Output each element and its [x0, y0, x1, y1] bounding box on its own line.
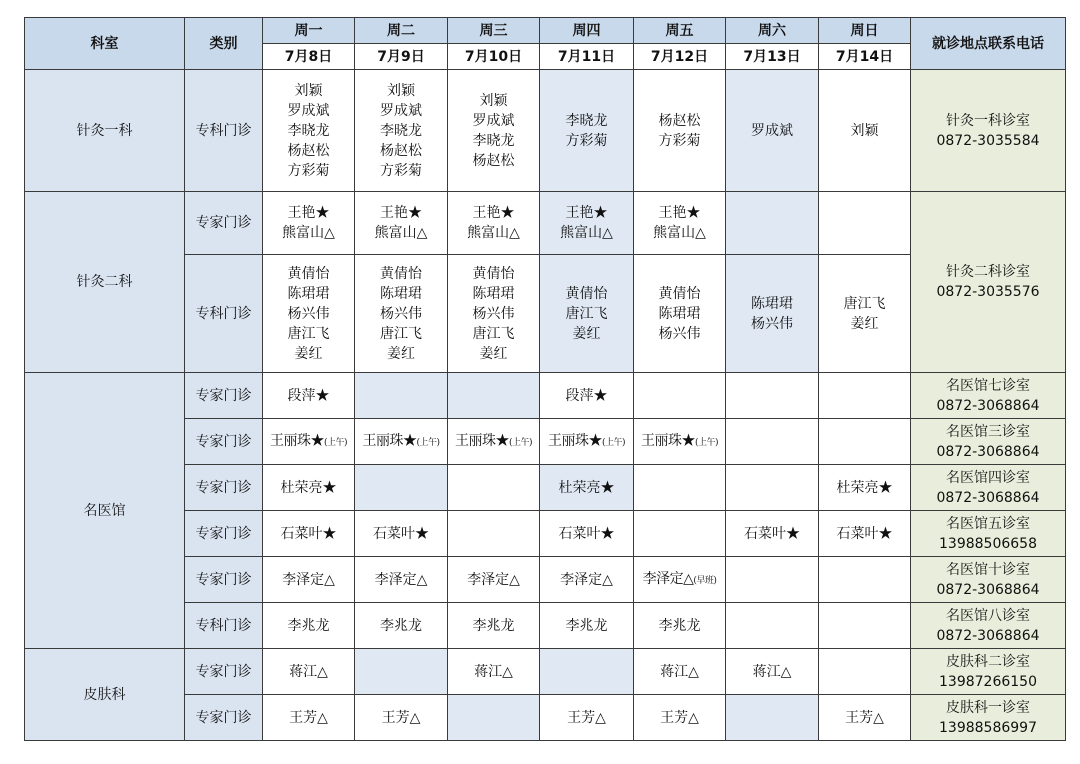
cell-line: 杨赵松 [472, 152, 515, 169]
doctor-cell [819, 255, 911, 373]
cell-line: 姜红 [294, 345, 323, 362]
cell-line: 刘颖 [294, 82, 323, 99]
header-date: 7月14日 [819, 44, 911, 70]
cell-line: 刘颖 [850, 122, 879, 139]
doctor-cell: 王芳△ [263, 695, 355, 741]
cell-line: 皮肤科二诊室 [946, 653, 1030, 670]
cell-line: 方彩菊 [565, 132, 608, 149]
cell-line: 罗成斌 [287, 102, 330, 119]
type-cell: 专家门诊 [185, 192, 263, 255]
cell-line: 李晓龙 [565, 112, 608, 129]
doctor-cell-empty [819, 192, 911, 255]
cell-line: 杨兴伟 [751, 315, 793, 332]
cell-line: 名医馆四诊室 [946, 469, 1030, 486]
header-contact: 就诊地点联系电话 [911, 18, 1066, 70]
doctor-cell [634, 192, 726, 255]
doctor-cell [540, 419, 634, 465]
cell-line: 唐江飞 [472, 325, 515, 342]
contact-cell [911, 465, 1066, 511]
cell-line: 杨赵松 [380, 142, 422, 159]
contact-cell [911, 557, 1066, 603]
dept-cell: 针灸一科 [25, 70, 185, 192]
doctor-cell-empty [355, 373, 448, 419]
cell-line: 罗成斌 [472, 112, 515, 129]
doctor-cell [263, 419, 355, 465]
cell-line: 名医馆十诊室 [946, 561, 1030, 578]
header-day: 周六 [726, 18, 819, 44]
cell-line: 名医馆五诊室 [946, 515, 1030, 532]
cell-line: 唐江飞 [287, 325, 330, 342]
cell-line: 刘颖 [479, 92, 508, 109]
time-note: (上午) [416, 437, 440, 448]
type-cell: 专科门诊 [185, 70, 263, 192]
contact-cell [911, 511, 1066, 557]
doctor-cell [726, 70, 819, 192]
cell-line: 杨兴伟 [380, 305, 422, 322]
type-cell: 专家门诊 [185, 511, 263, 557]
cell-line: 杨赵松 [658, 112, 701, 129]
doctor-cell: 李兆龙 [540, 603, 634, 649]
type-cell: 专家门诊 [185, 419, 263, 465]
cell-line: 黄倩怡 [472, 265, 515, 282]
doctor-cell [263, 192, 355, 255]
header-day: 周日 [819, 18, 911, 44]
cell-line: 名医馆三诊室 [946, 423, 1030, 440]
doctor-cell-empty [819, 603, 911, 649]
doctor-cell: 王芳△ [355, 695, 448, 741]
cell-line: 陈珺珺 [380, 285, 422, 302]
doctor-cell [448, 419, 540, 465]
contact-cell [911, 70, 1066, 192]
cell-line: 方彩菊 [380, 162, 422, 179]
cell-line: 李晓龙 [287, 122, 330, 139]
doctor-cell-empty [819, 419, 911, 465]
schedule-container [24, 17, 1066, 741]
type-cell: 专家门诊 [185, 649, 263, 695]
doctor-cell: 段萍★ [540, 373, 634, 419]
header-type: 类别 [185, 18, 263, 70]
cell-line: 0872-3068864 [936, 443, 1040, 460]
doctor-cell [448, 255, 540, 373]
doctor-cell: 李兆龙 [355, 603, 448, 649]
time-note: (上午) [694, 437, 719, 448]
cell-line: 针灸一科诊室 [946, 112, 1030, 129]
header-day: 周五 [634, 18, 726, 44]
doctor-cell: 李兆龙 [634, 603, 726, 649]
cell-line: 陈珺珺 [751, 295, 793, 312]
doctor-cell [355, 255, 448, 373]
doctor-cell [448, 70, 540, 192]
header-day: 周二 [355, 18, 448, 44]
header-date: 7月8日 [263, 44, 355, 70]
doctor-cell-empty [540, 649, 634, 695]
doctor-cell: 石菜叶★ [819, 511, 911, 557]
cell-line: 方彩菊 [658, 132, 701, 149]
doctor-cell: 李兆龙 [263, 603, 355, 649]
doctor-cell-empty [634, 465, 726, 511]
cell-line: 熊富山△ [282, 225, 335, 241]
cell-line: 黄倩怡 [380, 265, 422, 282]
doctor-cell-empty [726, 603, 819, 649]
contact-cell [911, 373, 1066, 419]
time-note: (上午) [601, 437, 626, 448]
doctor-cell-empty [448, 465, 540, 511]
cell-line: 0872-3035584 [936, 132, 1040, 149]
doctor-cell-empty [726, 695, 819, 741]
cell-line: 王艳★ [658, 205, 701, 221]
doctor-name: 王丽珠★ [547, 432, 602, 449]
doctor-name: 王丽珠★ [454, 432, 509, 449]
cell-line: 刘颖 [387, 82, 415, 99]
doctor-cell [263, 255, 355, 373]
doctor-cell [726, 255, 819, 373]
doctor-cell-empty [355, 465, 448, 511]
cell-line: 13988506658 [939, 535, 1037, 552]
time-note: (上午) [508, 437, 533, 448]
doctor-cell: 石菜叶★ [355, 511, 448, 557]
doctor-cell [540, 255, 634, 373]
dept-cell: 皮肤科 [25, 649, 185, 741]
type-cell: 专科门诊 [185, 255, 263, 373]
doctor-cell: 李泽定△ [355, 557, 448, 603]
cell-line: 0872-3068864 [936, 489, 1040, 506]
header-day: 周四 [540, 18, 634, 44]
cell-line: 王艳★ [287, 205, 330, 221]
cell-line: 陈珺珺 [472, 285, 515, 302]
cell-line: 罗成斌 [751, 122, 793, 139]
cell-line: 姜红 [479, 345, 508, 362]
doctor-cell-empty [726, 465, 819, 511]
doctor-cell: 李兆龙 [448, 603, 540, 649]
type-cell: 专家门诊 [185, 373, 263, 419]
doctor-name: 王丽珠★ [362, 432, 417, 449]
cell-line: 唐江飞 [380, 325, 422, 342]
cell-line: 姜红 [572, 325, 601, 342]
cell-line: 13987266150 [939, 673, 1037, 690]
doctor-cell [634, 70, 726, 192]
doctor-cell: 王芳△ [634, 695, 726, 741]
cell-line: 熊富山△ [467, 225, 520, 241]
doctor-cell: 李泽定△ [263, 557, 355, 603]
doctor-cell [634, 419, 726, 465]
doctor-cell: 王芳△ [819, 695, 911, 741]
doctor-cell-empty [634, 511, 726, 557]
doctor-name: 王丽珠★ [269, 432, 324, 449]
cell-line: 王艳★ [472, 205, 515, 221]
cell-line: 13988586997 [939, 719, 1037, 736]
contact-cell [911, 649, 1066, 695]
cell-line: 唐江飞 [843, 295, 886, 312]
doctor-cell-empty [726, 557, 819, 603]
doctor-cell-empty [819, 649, 911, 695]
doctor-cell: 蒋江△ [448, 649, 540, 695]
doctor-cell-empty [355, 649, 448, 695]
cell-line: 姜红 [387, 345, 415, 362]
cell-line: 熊富山△ [653, 225, 706, 241]
doctor-cell: 杜荣亮★ [540, 465, 634, 511]
time-note: (上午) [323, 437, 348, 448]
doctor-cell [634, 255, 726, 373]
cell-line: 杨兴伟 [287, 305, 330, 322]
cell-line: 0872-3068864 [936, 581, 1040, 598]
cell-line: 杨兴伟 [472, 305, 515, 322]
cell-line: 杨兴伟 [658, 325, 701, 342]
cell-line: 熊富山△ [560, 225, 613, 241]
doctor-cell: 石菜叶★ [263, 511, 355, 557]
doctor-cell-empty [448, 511, 540, 557]
cell-line: 杨赵松 [287, 142, 330, 159]
type-cell: 专家门诊 [185, 557, 263, 603]
cell-line: 0872-3068864 [936, 397, 1040, 414]
doctor-name: 李泽定△ [642, 570, 694, 587]
cell-line: 黄倩怡 [565, 285, 608, 302]
cell-line: 0872-3068864 [936, 627, 1040, 644]
cell-line: 陈珺珺 [287, 285, 330, 302]
dept-cell: 针灸二科 [25, 192, 185, 373]
header-date: 7月10日 [448, 44, 540, 70]
type-cell: 专家门诊 [185, 695, 263, 741]
cell-line: 王艳★ [380, 205, 422, 221]
type-cell: 专科门诊 [185, 603, 263, 649]
doctor-cell: 段萍★ [263, 373, 355, 419]
doctor-cell [355, 419, 448, 465]
doctor-cell-empty [819, 557, 911, 603]
dept-cell: 名医馆 [25, 373, 185, 649]
doctor-cell-empty [819, 373, 911, 419]
cell-line: 黄倩怡 [658, 285, 701, 302]
contact-cell [911, 603, 1066, 649]
doctor-cell: 蒋江△ [634, 649, 726, 695]
doctor-cell: 王芳△ [540, 695, 634, 741]
cell-line: 0872-3035576 [936, 284, 1040, 300]
doctor-cell: 石菜叶★ [540, 511, 634, 557]
doctor-cell-empty [634, 373, 726, 419]
doctor-cell [540, 192, 634, 255]
doctor-cell [448, 192, 540, 255]
cell-line: 针灸二科诊室 [946, 264, 1030, 280]
time-note: (早班) [693, 575, 717, 586]
doctor-cell [540, 70, 634, 192]
contact-cell [911, 419, 1066, 465]
doctor-cell-empty [448, 695, 540, 741]
cell-line: 黄倩怡 [287, 265, 330, 282]
header-date: 7月13日 [726, 44, 819, 70]
doctor-cell: 杜荣亮★ [819, 465, 911, 511]
doctor-cell [634, 557, 726, 603]
cell-line: 皮肤科一诊室 [946, 699, 1030, 716]
contact-cell [911, 695, 1066, 741]
schedule-table [24, 17, 1066, 741]
doctor-cell [355, 192, 448, 255]
doctor-cell: 蒋江△ [263, 649, 355, 695]
doctor-cell [819, 70, 911, 192]
doctor-cell: 石菜叶★ [726, 511, 819, 557]
doctor-cell-empty [726, 192, 819, 255]
type-cell: 专家门诊 [185, 465, 263, 511]
cell-line: 李晓龙 [380, 122, 422, 139]
doctor-cell: 蒋江△ [726, 649, 819, 695]
cell-line: 名医馆七诊室 [946, 377, 1030, 394]
header-dept: 科室 [25, 18, 185, 70]
header-date: 7月11日 [540, 44, 634, 70]
cell-line: 熊富山△ [374, 225, 428, 241]
contact-cell [911, 192, 1066, 373]
cell-line: 名医馆八诊室 [946, 607, 1030, 624]
doctor-cell [355, 70, 448, 192]
header-date: 7月9日 [355, 44, 448, 70]
cell-line: 唐江飞 [565, 305, 608, 322]
doctor-cell: 杜荣亮★ [263, 465, 355, 511]
doctor-cell-empty [726, 373, 819, 419]
cell-line: 陈珺珺 [658, 305, 701, 322]
cell-line: 姜红 [850, 315, 879, 332]
cell-line: 罗成斌 [380, 102, 422, 119]
cell-line: 李晓龙 [472, 132, 515, 149]
doctor-cell [263, 70, 355, 192]
header-day: 周一 [263, 18, 355, 44]
header-day: 周三 [448, 18, 540, 44]
header-date: 7月12日 [634, 44, 726, 70]
cell-line: 王艳★ [565, 205, 608, 221]
doctor-cell: 李泽定△ [448, 557, 540, 603]
doctor-cell-empty [726, 419, 819, 465]
doctor-cell-empty [448, 373, 540, 419]
doctor-name: 王丽珠★ [640, 432, 695, 449]
doctor-cell: 李泽定△ [540, 557, 634, 603]
cell-line: 方彩菊 [287, 162, 330, 179]
